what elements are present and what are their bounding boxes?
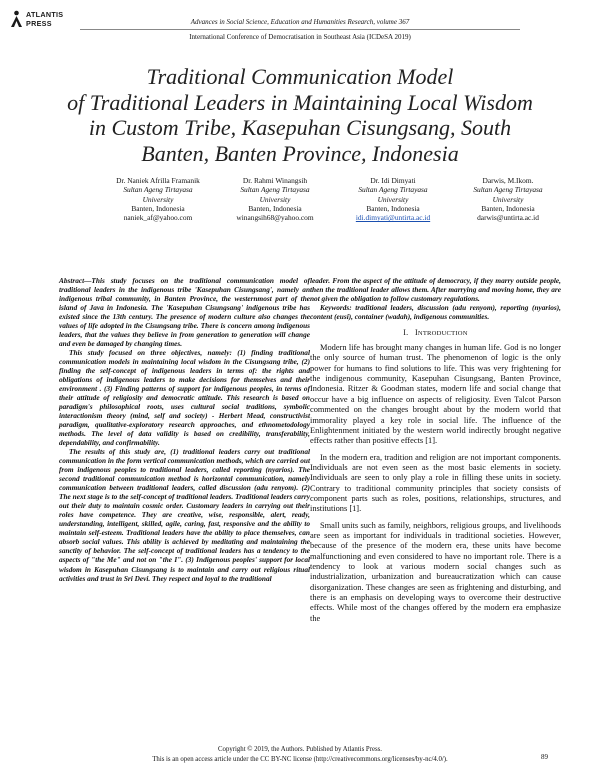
author-affiliation-2: University	[142, 194, 174, 204]
conference-name: International Conference of Democratisation in Southeast Asia (ICDeSA 2019)	[189, 33, 411, 41]
left-column	[59, 276, 310, 583]
author-email[interactable]: darwis@untirta.ac.id	[477, 213, 539, 223]
author-location: Banten, Indonesia	[366, 203, 420, 213]
intro-paragraph-1: Modern life has brought many changes in human life. God is no longer the only source of human trust. The phenomenon of logic is the only power for humans to find solutions to life. This was very frightening for the indigenous community, Kasepuhan Cisungsang, Banten Province, Indonesia. Ritzer & Goodman states, modern life and social change that occur have a big influence on aspects of religiosity. Even Talcot Parson commented on the changes brought about by the modern world that immorality played a key role in social life. The influence of the Enlightenment initiated by the western world indirectly brought negative effects rather than positive effects [1].	[310, 343, 561, 446]
author-email[interactable]: naniek_af@yahoo.com	[123, 213, 193, 223]
author-block	[334, 176, 452, 222]
author-name: Dr. Idi Dimyati	[370, 176, 416, 185]
abstract-continuation: leader. From the aspect of the attitude of democracy, if they marry outside people, then the traditional leader allows them. After marrying and moving home, they are not given the obligation to follow customary regulations.	[310, 276, 561, 304]
author-name: Dr. Naniek Afrilla Framanik	[116, 176, 200, 185]
right-column	[310, 276, 561, 630]
author-affiliation-2: University	[377, 194, 409, 204]
author-location: Banten, Indonesia	[248, 203, 302, 213]
title-line-2: of Traditional Leaders in Maintaining Local Wisdom	[67, 89, 533, 115]
series-title: Advances in Social Science, Education and Humanities Research, volume 367	[190, 18, 410, 26]
section-initial: I	[414, 328, 418, 338]
publisher-logo	[10, 8, 80, 34]
author-affiliation: Sultan Ageng Tirtayasa	[123, 185, 193, 195]
license-notice[interactable]: This is an open access article under the CC BY-NC license (http://creativecommons.org/licenses/by-nc/4.0/).	[152, 755, 448, 763]
author-block	[216, 176, 334, 222]
author-name: Dr. Rahmi Winangsih	[242, 176, 308, 185]
section-heading-introduction	[310, 328, 561, 338]
author-affiliation: Sultan Ageng Tirtayasa	[240, 185, 310, 195]
abstract-results: The results of this study are, (1) traditional leaders carry out traditional communication in the form vertical communication methods, which are carried out from indigenous peoples to traditional leaders, called reporting (nyarios). The second traditional communication method is horizontal communication, namely communication between traditional leaders, called discussion (adu renyom). (2) The next stage is to the self-concept of traditional leaders. Traditional leaders carry out their duty to maintain cosmic order. Customary leaders in carrying out their roles have competence. They are creative, wise, responsible, alert, ready, understanding, intelligent, skilled, agile, caring, fast, responsive and the ability to maintain self-esteem. Traditional leaders have the ability to place themselves, can absorb social values. This ability is achieved by meditating and maintaining the sanctity of behavior. The self-concept of traditional leaders has a tendency to the aspects of "the Me" and not on "the I". (3) Indigenous peoples' support for local wisdom in Kasepuhan Cisungsang is to maintain and carry out religious ritual activities and trust in Sri Devi. They respect and loyal to the traditional	[59, 447, 310, 583]
logo-line-2: PRESS	[26, 19, 52, 28]
atlantis-press-logo-icon	[10, 10, 23, 28]
author-location: Banten, Indonesia	[481, 203, 535, 213]
page-number: 89	[541, 753, 548, 761]
author-affiliation: Sultan Ageng Tirtayasa	[358, 185, 428, 195]
author-location: Banten, Indonesia	[131, 203, 185, 213]
author-affiliation-2: University	[259, 194, 291, 204]
keywords: Keywords: traditional leaders, discussion (adu renyom), reporting (nyarios), content (eusi), container (wadah), indigenous communities.	[310, 303, 561, 322]
intro-paragraph-2: In the modern era, tradition and religion are not important components. Individuals are not even seen as the most basic elements in society. Individuals are seen to only play a role in filling these units in society. Contrary to traditional community principles that society consists of component parts such as roles, positions, relationships, structures, and institutions [1].	[310, 452, 561, 514]
intro-paragraph-3: Small units such as family, neighbors, religious groups, and livelihoods are seen as important for individuals in traditional societies. However, because of the presence of the modern era, these units have become malfunctioning and even considered to have no important role. There is a tendency to look at various modern social changes such as industrialization, urbanization and bureaucratization which can cause disorganization. These changes are seen as frightening and disturbing, and there is an emphasis on developing ways to overcome their destructive effects. While most of the changes offered by the modern era emphasize the	[310, 520, 561, 623]
author-email[interactable]: winangsih68@yahoo.com	[236, 213, 314, 223]
page-footer	[150, 745, 450, 764]
title-line-1: Traditional Communication Model	[146, 64, 454, 89]
title-line-4: Banten, Banten Province, Indonesia	[141, 140, 459, 166]
copyright-notice: Copyright © 2019, the Authors. Published by Atlantis Press.	[218, 746, 382, 753]
header-divider	[80, 29, 520, 30]
author-affiliation-2: University	[492, 194, 524, 204]
title-line-3: in Custom Tribe, Kasepuhan Cisungsang, South	[88, 115, 512, 140]
paper-title	[40, 64, 560, 166]
abstract-objectives: This study focused on three objectives, namely: (1) finding traditional communication models in maintaining local wisdom in the Cisungsang tribe, (2) finding the self-concept of indigenous leaders in terms of: the rights and obligations of indigenous leaders to make decisions for themselves and their environment . (3) Finding patterns of support for indigenous peoples, in terms of their attitude of religiosity and democratic attitude. This research is based on paradigm's philosophical roots, uses cultural social traditions, symbolic interactionism theory (mind, self and society) - Herbert Mead, constructivist paradigm, qualitative-exploratory research approaches, and ethnometodology methods. The level of data validity is based on credibility, transferability, dependability, and confirmability.	[59, 348, 310, 448]
author-block	[449, 176, 567, 222]
publisher-logo-text	[26, 10, 63, 28]
logo-line-1: ATLANTIS	[26, 10, 64, 19]
section-number: I.	[403, 328, 409, 338]
author-email-link[interactable]: idi.dimyati@untirta.ac.id	[355, 213, 431, 223]
author-name: Darwis, M.Ikom.	[482, 176, 534, 185]
author-affiliation: Sultan Ageng Tirtayasa	[473, 185, 543, 195]
abstract-paragraph: Abstract—This study focuses on the traditional communication model of traditional leaders in the indigenous tribe 'Kasepuhan Cisungsang', namely an indigenous tribal community, in Banten Province, the westernmost part of the island of Java in Indonesia. The 'Kasepuhan Cisungsang' indigenous tribe has existed since the 13th century. The presence of modern culture also changes the values of life adopted in the Cisungsang tribe. There is concern among indigenous leaders, that the values they believe in from generation to generation will change and even be damaged by changing times.	[59, 276, 310, 349]
author-block	[99, 176, 217, 222]
section-title-rest: NTRODUCTION	[417, 330, 468, 338]
